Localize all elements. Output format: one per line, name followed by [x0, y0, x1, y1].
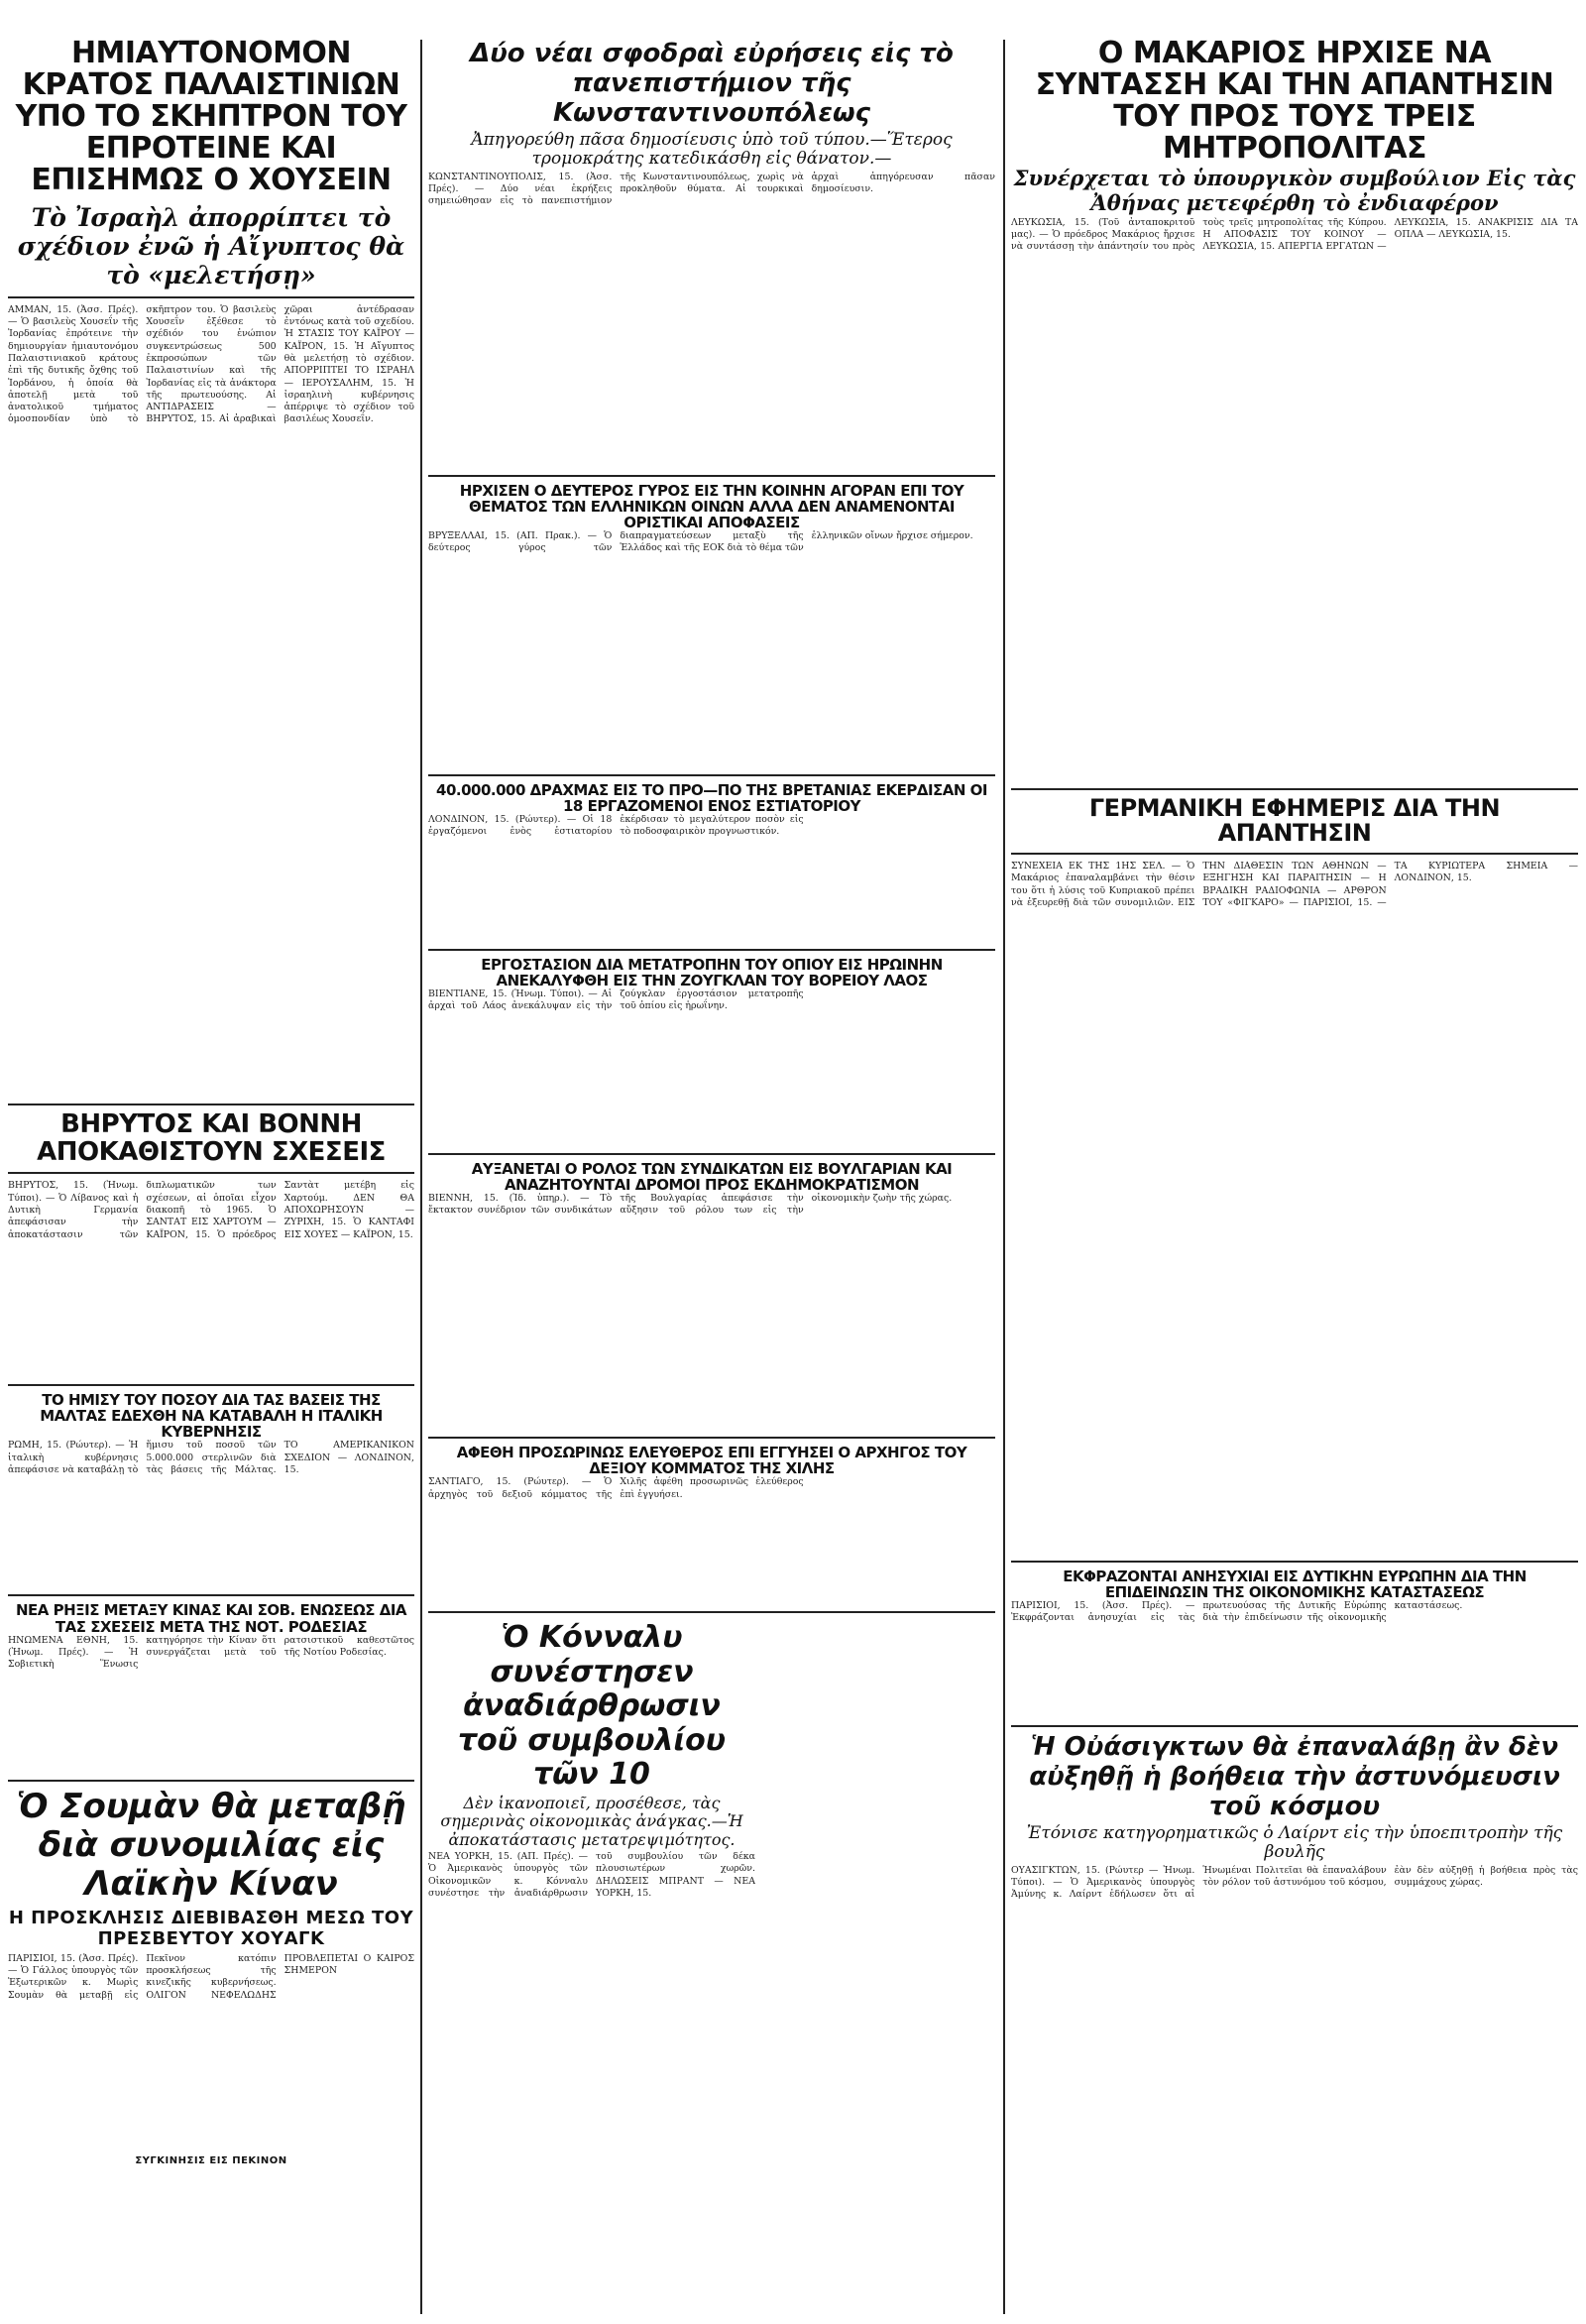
article-connally: ΝΕΑ ΥΟΡΚΗ, 15. (ΑΠ. Πρές). — Ὁ Ἀμερικανὸς ὑπουργὸς τῶν Οἰκονομικῶν κ. Κόνναλυ συνέστησε τὴν ἀναδιάρθρωσιν τοῦ συμβουλίου τῶν δέκα πλουσιωτέρων χωρῶν. ΔΗΛΩΣΕΙΣ ΜΠΡΑΝΤ — ΝΕΑ ΥΟΡΚΗ, 15.: [428, 1850, 755, 1899]
column-rule-1: [420, 40, 422, 2314]
rule: [8, 1384, 414, 1386]
article-german-newspaper: ΣΥΝΕΧΕΙΑ ΕΚ ΤΗΣ 1ΗΣ ΣΕΛ. — Ὁ Μακάριος ἐπαναλαμβάνει τὴν θέσιν του ὅτι ἡ λύσις τοῦ Κυπριακοῦ πρέπει νὰ ἐξευρεθῇ διὰ τῶν συνομιλιῶν. ΕΙΣ ΤΗΝ ΔΙΑΘΕΣΙΝ ΤΩΝ ΑΘΗΝΩΝ — ΕΞΗΓΗΣΗ ΚΑΙ ΠΑΡΑΙΤΗΣΙΝ — Η ΒΡΑΔΙΚΗ ΡΑΔΙΟΦΩΝΙΑ — ΑΡΘΡΟΝ ΤΟΥ «ΦΙΓΚΑΡΟ» — ΠΑΡΙΣΙΟΙ, 15. — ΤΑ ΚΥΡΙΩΤΕΡΑ ΣΗΜΕΙΑ — ΛΟΝΔΙΝΟΝ, 15.: [1011, 861, 1578, 908]
column-right: [1011, 38, 1578, 2324]
article-palestinian-state: ΑΜΜΑΝ, 15. (Ἀσσ. Πρές). — Ὁ βασιλεὺς Χουσεΐν τῆς Ἰορδανίας ἐπρότεινε τὴν δημιουργίαν ἡμιαυτονόμου Παλαιστινιακοῦ κράτους ἐπὶ τῆς δυτικῆς ὄχθης τοῦ Ἰορδάνου, ἡ ὁποία θὰ ἀποτελῇ μετὰ τοῦ ἀνατολικοῦ τμήματος ὁμοσπονδίαν ὑπὸ τὸ σκῆπτρον του. Ὁ βασιλεὺς Χουσεΐν ἐξέθεσε τὸ σχέδιόν του ἐνώπιον συγκεντρώσεως 500 ἐκπροσώπων τῶν Παλαιστινίων καὶ τῆς Ἰορδανίας εἰς τὰ ἀνάκτορα τῆς πρωτευούσης. Αἱ ΑΝΤΙΔΡΑΣΕΙΣ — ΒΗΡΥΤΟΣ, 15. Αἱ ἀραβικαὶ χῶραι ἀντέδρασαν ἐντόνως κατὰ τοῦ σχεδίου. Ἡ ΣΤΑΣΙΣ ΤΟΥ ΚΑΪΡΟΥ — ΚΑΪΡΟΝ, 15. Ἡ Αἴγυπτος θὰ μελετήσῃ τὸ σχέδιον. ΑΠΟΡΡΙΠΤΕΙ ΤΟ ΙΣΡΑΗΛ — ΙΕΡΟΥΣΑΛΗΜ, 15. Ἡ ἰσραηλινὴ κυβέρνησις ἀπέρριψε τὸ σχέδιον τοῦ βασιλέως Χουσεΐν.: [8, 303, 414, 425]
headline-washington-laird: Ἡ Οὐάσιγκτων θὰ ἐπαναλάβῃ ἂν δὲν αὐξηθῇ ἡ βοήθεια τὴν ἀστυνόμευσιν τοῦ κόσμου: [1029, 1732, 1560, 1821]
rule: [8, 1594, 414, 1596]
rule: [1011, 1725, 1578, 1727]
headline-schumann-china: Ὁ Σουμὰν θὰ μεταβῇ διὰ συνομιλίας εἰς Λαϊκὴν Κίναν: [16, 1786, 406, 1904]
headline-beirut-bonn: ΒΗΡΥΤΟΣ ΚΑΙ ΒΟΝΝΗ ΑΠΟΚΑΘΙΣΤΟΥΝ ΣΧΕΣΕΙΣ: [37, 1108, 386, 1167]
rule: [8, 296, 414, 298]
headline-connally: Ὁ Κόνναλυ συνέστησεν ἀναδιάρθρωσιν τοῦ συμβουλίου τῶν 10: [457, 1620, 727, 1793]
headline-german-newspaper: ΓΕΡΜΑΝΙΚΗ ΕΦΗΜΕΡΙΣ ΔΙΑ ΤΗΝ ΑΠΑΝΤΗΣΙΝ: [1088, 793, 1501, 848]
article-opium-laos: ΒΙΕΝΤΙΑΝΕ, 15. (Ἠνωμ. Τύποι). — Αἱ ἀρχαὶ τοῦ Λάος ἀνεκάλυψαν εἰς τὴν ζούγκλαν ἐργοστάσιον μετατροπῆς τοῦ ὀπίου εἰς ἡρωΐνην.: [428, 988, 804, 1012]
headline-chile: ΑΦΕΘΗ ΠΡΟΣΩΡΙΝΩΣ ΕΛΕΥΘΕΡΟΣ ΕΠΙ ΕΓΓΥΗΣΕΙ Ο ΑΡΧΗΓΟΣ ΤΟΥ ΔΕΞΙΟΥ ΚΟΜΜΑΤΟΣ ΤΗΣ ΧΙΛΗΣ: [456, 1444, 967, 1478]
subheadline-makarios: Συνέρχεται τὸ ὑπουργικὸν συμβούλιον Εἰς τὰς Ἀθήνας μετεφέρθη τὸ ἐνδιαφέρον: [1013, 166, 1576, 215]
rule: [428, 1611, 995, 1613]
rule: [428, 1153, 995, 1155]
rule: [8, 1172, 414, 1174]
article-chile: ΣΑΝΤΙΑΓΟ, 15. (Ρώυτερ). — Ὁ ἀρχηγὸς τοῦ δεξιοῦ κόμματος τῆς Χιλῆς ἀφέθη προσωρινῶς ἐλεύθερος ἐπὶ ἐγγυήσει.: [428, 1476, 804, 1500]
column-left: [8, 38, 414, 2324]
headline-western-europe: ΕΚΦΡΑΖΟΝΤΑΙ ΑΝΗΣΥΧΙΑΙ ΕΙΣ ΔΥΤΙΚΗΝ ΕΥΡΩΠΗΝ ΔΙΑ ΤΗΝ ΕΠΙΔΕΙΝΩΣΙΝ ΤΗΣ ΟΙΚΟΝΟΜΙΚΗΣ ΚΑΤΑΣΤΑΣΕΩΣ: [1063, 1568, 1527, 1602]
article-beirut-bonn: ΒΗΡΥΤΟΣ, 15. (Ἠνωμ. Τύποι). — Ὁ Λίβανος καὶ ἡ Δυτικὴ Γερμανία ἀπεφάσισαν τὴν ἀποκατάστασιν τῶν διπλωματικῶν των σχέσεων, αἱ ὁποῖαι εἶχον διακοπῆ τὸ 1965. Ὁ ΣΑΝΤΑΤ ΕΙΣ ΧΑΡΤΟΥΜ — ΚΑΪΡΟΝ, 15. Ὁ πρόεδρος Σαντὰτ μετέβη εἰς Χαρτούμ. ΔΕΝ ΘΑ ΑΠΟΧΩΡΗΣΟΥΝ — ΖΥΡΙΧΗ, 15. Ὁ ΚΑΝΤΑΦΙ ΕΙΣ ΧΟΥΕΣ — ΚΑΪΡΟΝ, 15.: [8, 1180, 414, 1240]
article-malta-bases: ΡΩΜΗ, 15. (Ρώυτερ). — Ἡ ἰταλικὴ κυβέρνησις ἀπεφάσισε νὰ καταβάλῃ τὸ ἥμισυ τοῦ ποσοῦ τῶν 5.000.000 στερλινῶν διὰ τὰς βάσεις τῆς Μάλτας. ΤΟ ΑΜΕΡΙΚΑΝΙΚΟΝ ΣΧΕΔΙΟΝ — ΛΟΝΔΙΝΟΝ, 15.: [8, 1440, 414, 1476]
article-makarios: ΛΕΥΚΩΣΙΑ, 15. (Τοῦ ἀνταποκριτοῦ μας). — Ὁ πρόεδρος Μακάριος ἤρχισε νὰ συντάσσῃ τὴν ἀπάντησίν του πρὸς τοὺς τρεῖς μητροπολίτας τῆς Κύπρου. Η ΑΠΟΦΑΣΙΣ ΤΟΥ ΚΟΙΝΟΥ — ΛΕΥΚΩΣΙΑ, 15. ΑΠΕΡΓΙΑ ΕΡΓΑΤΩΝ — ΛΕΥΚΩΣΙΑ, 15. ΑΝΑΚΡΙΣΙΣ ΔΙΑ ΤΑ ΟΠΛΑ — ΛΕΥΚΩΣΙΑ, 15.: [1011, 216, 1578, 253]
headline-malta-bases: ΤΟ ΗΜΙΣΥ ΤΟΥ ΠΟΣΟΥ ΔΙΑ ΤΑΣ ΒΑΣΕΙΣ ΤΗΣ ΜΑΛΤΑΣ ΕΔΕΧΘΗ ΝΑ ΚΑΤΑΒΑΛΗ Η ΙΤΑΛΙΚΗ ΚΥΒΕΡΝΗΣΙΣ: [40, 1391, 383, 1442]
headline-pools-win: 40.000.000 ΔΡΑΧΜΑΣ ΕΙΣ ΤΟ ΠΡΟ—ΠΟ ΤΗΣ ΒΡΕΤΑΝΙΑΣ ΕΚΕΡΔΙΣΑΝ ΟΙ 18 ΕΡΓΑΖΟΜΕΝΟΙ ΕΝΟΣ ΕΣΤΙΑΤΟΡΙΟΥ: [436, 780, 987, 815]
rule: [428, 475, 995, 477]
rule: [428, 949, 995, 951]
subheadline-israel: Τὸ Ἰσραὴλ ἀπορρίπτει τὸ σχέδιον ἐνῶ ἡ Αἴγυπτος θὰ τὸ «μελετήσῃ»: [17, 203, 405, 290]
article-common-market-wines: ΒΡΥΞΕΛΛΑΙ, 15. (ΑΠ. Πρακ.). — Ὁ δεύτερος γύρος τῶν διαπραγματεύσεων μεταξὺ τῆς Ἑλλάδος καὶ τῆς ΕΟΚ διὰ τὸ θέμα τῶν ἑλληνικῶν οἴνων ἤρχισε σήμερον.: [428, 529, 973, 554]
headline-opium-laos: ΕΡΓΟΣΤΑΣΙΟΝ ΔΙΑ ΜΕΤΑΤΡΟΠΗΝ ΤΟΥ ΟΠΙΟΥ ΕΙΣ ΗΡΩΙΝΗΝ ΑΝΕΚΑΛΥΦΘΗ ΕΙΣ ΤΗΝ ΖΟΥΓΚΛΑΝ ΤΟΥ ΒΟΡΕΙΟΥ ΛΑΟΣ: [481, 956, 943, 990]
subheadline-istanbul: Ἀπηγορεύθη πᾶσα δημοσίευσις ὑπὸ τοῦ τύπου.—Ἕτερος τρομοκράτης κατεδικάσθη εἰς θάνατον.—: [471, 129, 953, 170]
headline-makarios: Ο ΜΑΚΑΡΙΟΣ ΗΡΧΙΣΕ ΝΑ ΣΥΝΤΑΣΣΗ ΚΑΙ ΤΗΝ ΑΠΑΝΤΗΣΙΝ ΤΟΥ ΠΡΟΣ ΤΟΥΣ ΤΡΕΙΣ ΜΗΤΡΟΠΟΛΙΤΑΣ: [1035, 38, 1554, 167]
rule: [1011, 1561, 1578, 1563]
subheadline-invitation: Η ΠΡΟΣΚΛΗΣΙΣ ΔΙΕΒΙΒΑΣΘΗ ΜΕΣΩ ΤΟΥ ΠΡΕΣΒΕΥΤΟΥ ΧΟΥΑΓΚ: [8, 1907, 414, 1949]
section-label-peking: ΣΥΓΚΙΝΗΣΙΣ ΕΙΣ ΠΕΚΙΝΟΝ: [135, 2154, 287, 2166]
rule: [428, 774, 995, 776]
subheadline-connally: Δὲν ἱκανοποιεῖ, προσέθεσε, τὰς σημερινὰς οἰκονομικὰς ἀνάγκας.—Ἡ ἀποκατάστασις μετατρεψιμότητος.: [440, 1793, 743, 1849]
headline-istanbul-explosions: Δύο νέαι σφοδραὶ εὐρήσεις εἰς τὸ πανεπιστήμιον τῆς Κωνσταντινουπόλεως: [470, 39, 954, 128]
rule: [1011, 853, 1578, 855]
rule: [428, 1437, 995, 1439]
article-schumann-china: ΠΑΡΙΣΙΟΙ, 15. (Ἀσσ. Πρές). — Ὁ Γάλλος ὑπουργὸς τῶν Ἐξωτερικῶν κ. Μωρὶς Σουμὰν θὰ μεταβῇ εἰς Πεκῖνον κατόπιν προσκλήσεως τῆς κινεζικῆς κυβερνήσεως. ΟΛΙΓΟΝ ΝΕΦΕΛΩΔΗΣ ΠΡΟΒΛΕΠΕΤΑΙ Ο ΚΑΙΡΟΣ ΣΗΜΕΡΟΝ: [8, 1952, 414, 2001]
article-pools-win: ΛΟΝΔΙΝΟΝ, 15. (Ρώυτερ). — Οἱ 18 ἐργαζόμενοι ἑνὸς ἑστιατορίου ἐκέρδισαν τὸ μεγαλύτερον ποσὸν εἰς τὸ ποδοσφαιρικὸν προγνωστικόν.: [428, 814, 804, 838]
headline-common-market-wines: ΗΡΧΙΣΕΝ Ο ΔΕΥΤΕΡΟΣ ΓΥΡΟΣ ΕΙΣ ΤΗΝ ΚΟΙΝΗΝ ΑΓΟΡΑΝ ΕΠΙ ΤΟΥ ΘΕΜΑΤΟΣ ΤΩΝ ΕΛΛΗΝΙΚΩΝ ΟΙΝΩΝ ΑΛΛΑ ΔΕΝ ΑΝΑΜΕΝΟΝΤΑΙ ΟΡΙΣΤΙΚΑΙ ΑΠΟΦΑΣΕΙΣ: [459, 481, 964, 531]
article-western-europe: ΠΑΡΙΣΙΟΙ, 15. (Ἀσσ. Πρές). — Ἐκφράζονται ἀνησυχίαι εἰς τὰς πρωτευούσας τῆς Δυτικῆς Εὐρώπης διὰ τὴν ἐπιδείνωσιν τῆς οἰκονομικῆς καταστάσεως.: [1011, 1600, 1463, 1624]
article-bulgaria-unions: ΒΙΕΝΝΗ, 15. (Ἰδ. ὑπηρ.). — Τὸ ἔκτακτον συνέδριον τῶν συνδικάτων τῆς Βουλγαρίας ἀπεφάσισε τὴν αὔξησιν τοῦ ρόλου των εἰς τὴν οἰκονομικὴν ζωὴν τῆς χώρας.: [428, 1193, 953, 1217]
subheadline-laird: Ἐτόνισε κατηγορηματικῶς ὁ Λαίρντ εἰς τὴν ὑποεπιτροπὴν τῆς βουλῆς: [1026, 1822, 1563, 1863]
article-china-ussr: ΗΝΩΜΕΝΑ ΕΘΝΗ, 15. (Ἠνωμ. Πρές). — Ἡ Σοβιετικὴ Ἕνωσις κατηγόρησε τὴν Κίναν ὅτι συνεργάζεται μετὰ τοῦ ρατσιστικοῦ καθεστῶτος τῆς Νοτίου Ροδεσίας.: [8, 1634, 414, 1671]
article-laird: ΟΥΑΣΙΓΚΤΩΝ, 15. (Ρώυτερ — Ἠνωμ. Τύποι). — Ὁ Ἀμερικανὸς ὑπουργὸς Ἀμύνης κ. Λαίρντ ἐδήλωσεν ὅτι αἱ Ἡνωμέναι Πολιτεῖαι θὰ ἐπαναλάβουν τὸν ρόλον τοῦ ἀστυνόμου τοῦ κόσμου, ἐὰν δὲν αὐξηθῇ ἡ βοήθεια πρὸς τὰς συμμάχους χώρας.: [1011, 1864, 1578, 1901]
article-istanbul: ΚΩΝΣΤΑΝΤΙΝΟΥΠΟΛΙΣ, 15. (Ἀσσ. Πρές). — Δύο νέαι ἐκρήξεις σημειώθησαν εἰς τὸ πανεπιστήμιον τῆς Κωνσταντινουπόλεως, χωρὶς νὰ προκληθοῦν θύματα. Αἱ τουρκικαὶ ἀρχαὶ ἀπηγόρευσαν πᾶσαν δημοσίευσιν.: [428, 171, 995, 207]
headline-palestinian-state: ΗΜΙΑΥΤΟΝΟΜΟΝ ΚΡΑΤΟΣ ΠΑΛΑΙΣΤΙΝΙΩΝ ΥΠΟ ΤΟ ΣΚΗΠΤΡΟΝ ΤΟΥ ΕΠΡΟΤΕΙΝΕ ΚΑΙ ΕΠΙΣΗΜΩΣ Ο ΧΟΥΣΕΙΝ: [15, 38, 407, 198]
headline-china-ussr: ΝΕΑ ΡΗΞΙΣ ΜΕΤΑΞΥ ΚΙΝΑΣ ΚΑΙ ΣΟΒ. ΕΝΩΣΕΩΣ ΔΙΑ ΤΑΣ ΣΧΕΣΕΙΣ ΜΕΤΑ ΤΗΣ ΝΟΤ. ΡΟΔΕΣΙΑΣ: [15, 1601, 407, 1636]
rule: [8, 1780, 414, 1782]
column-rule-2: [1003, 40, 1005, 2314]
column-middle: [428, 38, 995, 2324]
headline-bulgaria-unions: ΑΥΞΑΝΕΤΑΙ Ο ΡΟΛΟΣ ΤΩΝ ΣΥΝΔΙΚΑΤΩΝ ΕΙΣ ΒΟΥΛΓΑΡΙΑΝ ΚΑΙ ΑΝΑΖΗΤΟΥΝΤΑΙ ΔΡΟΜΟΙ ΠΡΟΣ ΕΚΔΗΜΟΚΡΑΤΙΣΜΟΝ: [471, 1160, 953, 1195]
rule: [8, 1104, 414, 1105]
rule: [1011, 788, 1578, 790]
